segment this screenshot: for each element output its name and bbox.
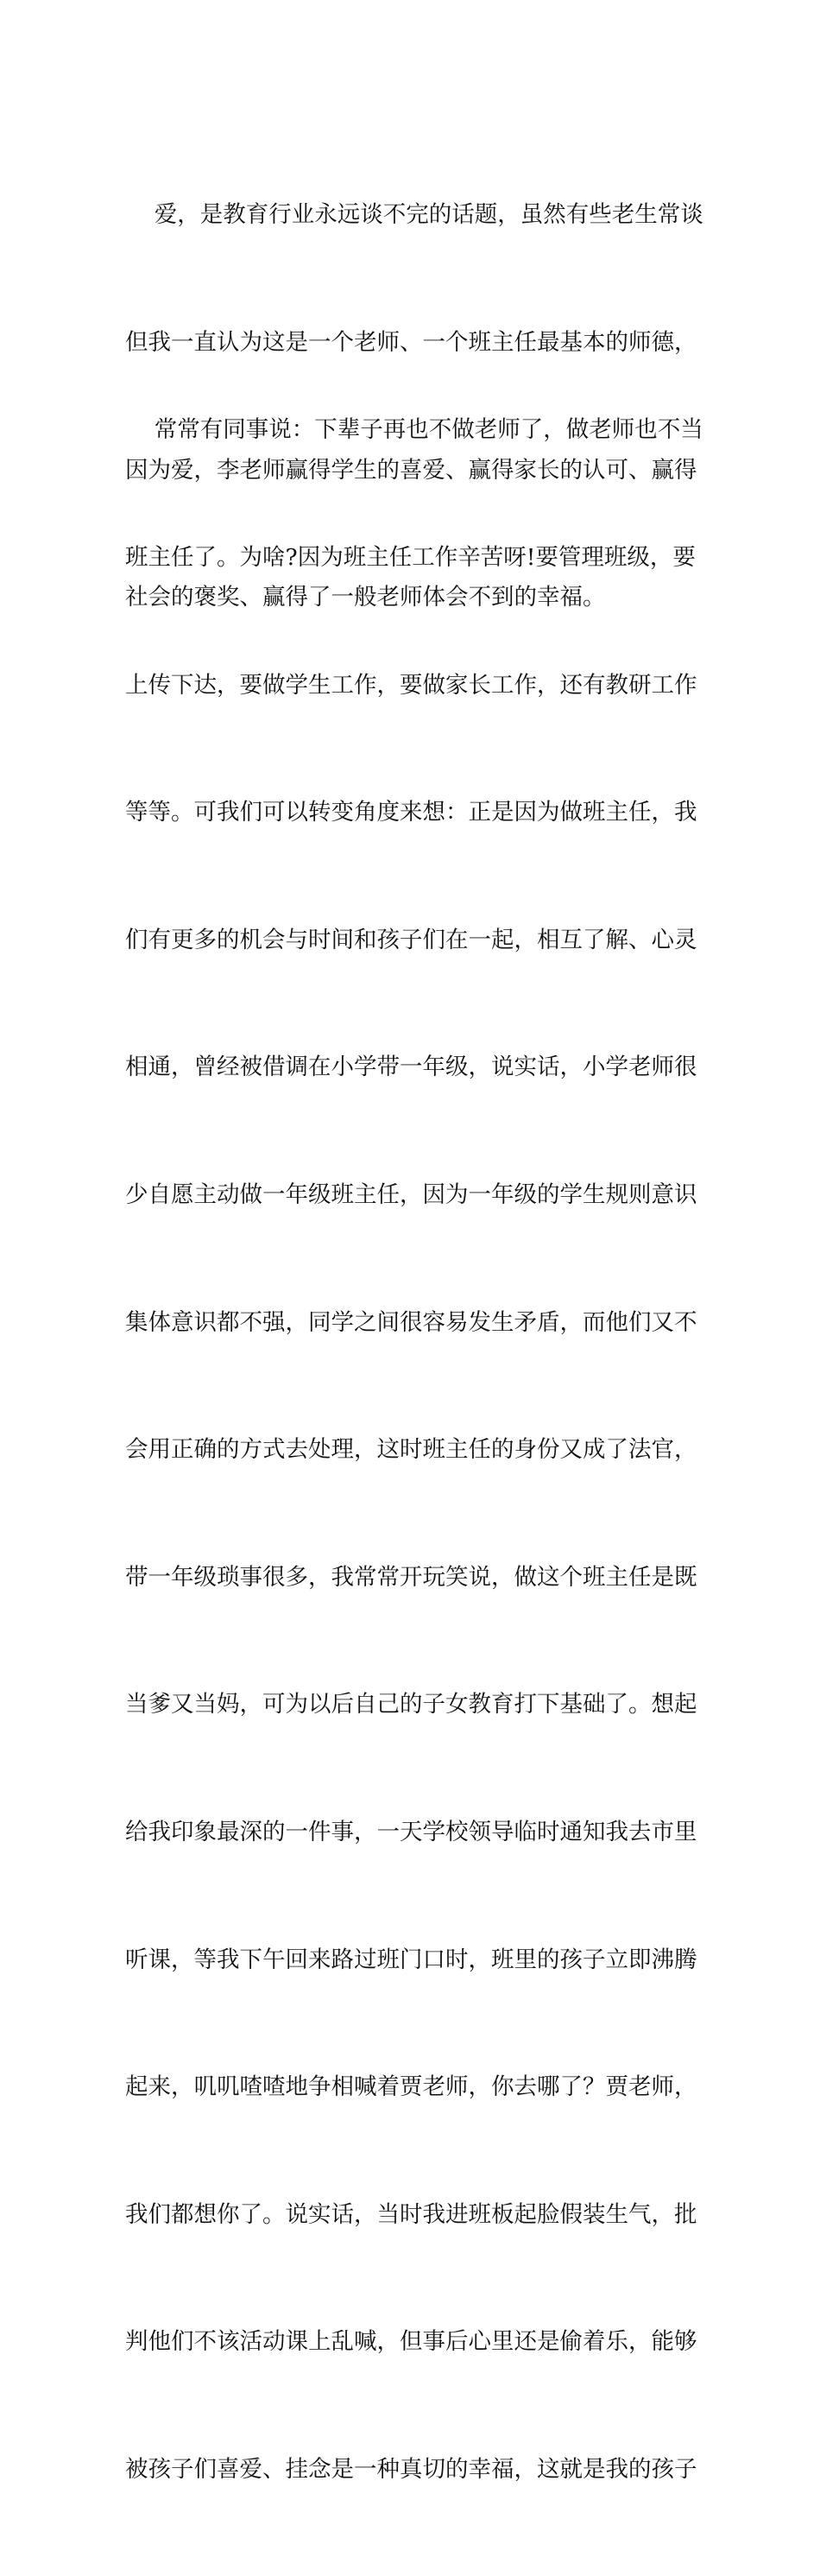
text-line: 因为爱，李老师赢得学生的喜爱、赢得家长的认可、赢得 <box>125 456 697 484</box>
text-line: 们有更多的机会与时间和孩子们在一起，相互了解、心灵 <box>125 926 697 953</box>
text-line: 集体意识都不强，同学之间很容易发生矛盾，而他们又不 <box>125 1308 697 1336</box>
text-line: 听课，等我下午回来路过班门口时，班里的孩子立即沸腾 <box>125 1946 697 1973</box>
text-line: 但我一直认为这是一个老师、一个班主任最基本的师德， <box>125 329 697 356</box>
text-line: 给我印象最深的一件事，一天学校领导临时通知我去市里 <box>125 1818 697 1845</box>
paragraph-head-teacher-story <box>125 324 703 2576</box>
text-line: 当爹又当妈，可为以后自己的子女教育打下基础了。想起 <box>125 1691 697 1718</box>
text-line: 等等。可我们可以转变角度来想：正是因为做班主任，我 <box>125 799 697 826</box>
text-line: 常常有同事说：下辈子再也不做老师了，做老师也不当 <box>125 416 703 444</box>
text-line: 判他们不该活动课上乱喊，但事后心里还是偷着乐，能够 <box>125 2328 697 2356</box>
text-line: 社会的褒奖、赢得了一般老师体会不到的幸福。 <box>125 584 606 611</box>
text-line: 班主任了。为啥?因为班主任工作辛苦呀!要管理班级，要 <box>125 544 696 571</box>
text-line: 起来，叽叽喳喳地争相喊着贾老师，你去哪了？贾老师， <box>125 2073 697 2101</box>
text-line: 上传下达，要做学生工作，要做家长工作，还有教研工作 <box>125 671 697 699</box>
text-line: 带一年级琐事很多，我常常开玩笑说，做这个班主任是既 <box>125 1563 697 1591</box>
text-line: 被孩子们喜爱、挂念是一种真切的幸福，这就是我的孩子 <box>125 2455 697 2483</box>
text-line: 会用正确的方式去处理，这时班主任的身份又成了法官， <box>125 1436 697 1464</box>
text-line: 少自愿主动做一年级班主任，因为一年级的学生规则意识 <box>125 1180 697 1208</box>
text-line: 我们都想你了。说实话，当时我进班板起脸假装生气，批 <box>125 2200 697 2228</box>
text-line: 相通，曾经被借调在小学带一年级，说实话，小学老师很 <box>125 1054 697 1081</box>
text-line: 爱，是教育行业永远谈不完的话题，虽然有些老生常谈 <box>125 201 703 229</box>
